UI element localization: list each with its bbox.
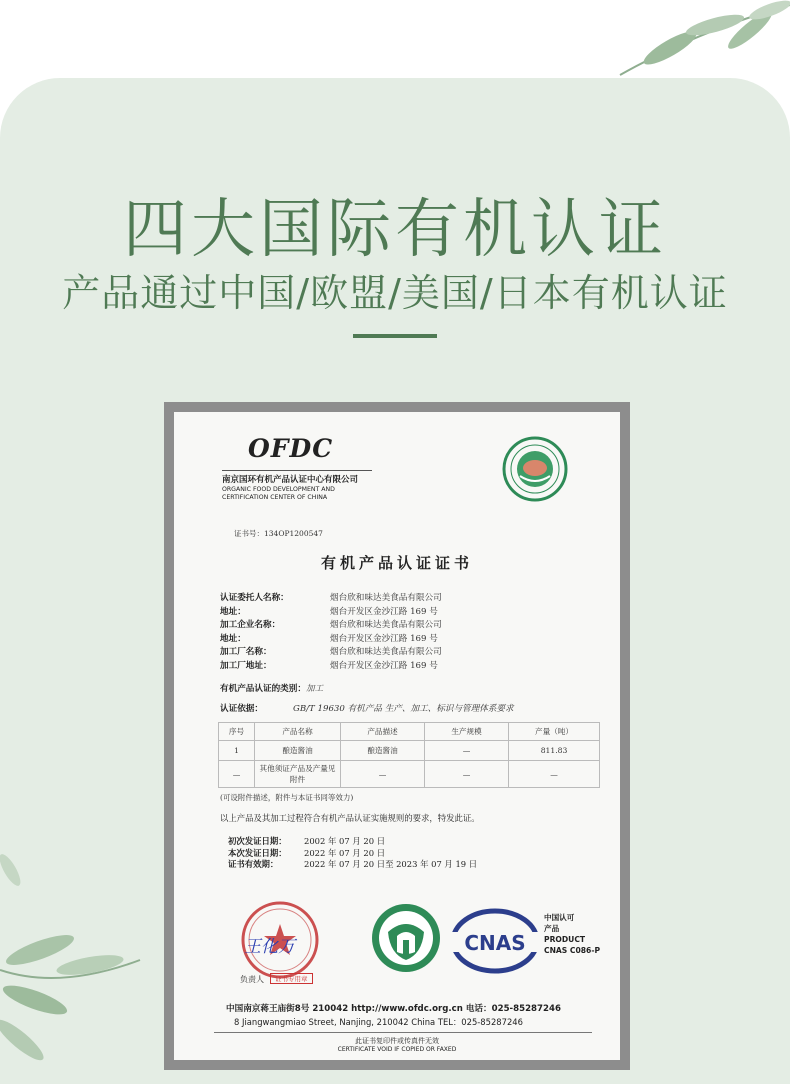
info-row (220, 592, 442, 606)
void-notice-en: CERTIFICATE VOID IF COPIED OR FAXED (337, 1046, 457, 1053)
table-row (219, 761, 600, 788)
info-key: 加工企业名称： (220, 620, 281, 631)
certificate-number: 证书号：134OP1200547 (234, 529, 323, 538)
page-subtitle: 产品通过中国/欧盟/美国/日本有机认证 (62, 271, 728, 315)
info-value: 烟台开发区金沙江路 169 号 (330, 633, 438, 644)
product-table (218, 722, 600, 788)
basis-line (220, 702, 514, 714)
date-value: 2022 年 07 月 20 日至 2023 年 07 月 19 日 (304, 859, 478, 869)
page-title: 四大国际有机认证 (123, 193, 667, 267)
info-value: 烟台欣和味达美食品有限公司 (330, 647, 442, 658)
void-notice-cn: 此证书复印件或传真件无效 (355, 1037, 439, 1045)
date-row (228, 836, 477, 848)
basis-label: 认证依据： (220, 704, 263, 714)
certification-statement: 以上产品及其加工过程符合有机产品认证实施规则的要求，特发此证。 (220, 813, 480, 823)
footer-address-cn: 中国南京蒋王庙街8号 210042 http://www.ofdc.org.cn 电话：025-85287246 (226, 1004, 561, 1014)
table-header: 生产规模 (425, 723, 509, 741)
info-value: 烟台开发区金沙江路 169 号 (330, 606, 438, 617)
info-value: 烟台欣和味达美食品有限公司 (330, 620, 442, 631)
info-key: 认证委托人名称： (220, 593, 289, 603)
footer-rule (214, 1032, 592, 1033)
date-key: 初次发证日期： (228, 836, 287, 846)
info-row (220, 660, 442, 674)
date-value: 2022 年 07 月 20 日 (304, 847, 386, 858)
info-row (220, 606, 442, 620)
info-key: 地址： (220, 633, 246, 644)
logo-rule (222, 470, 372, 471)
info-key: 加工厂地址： (220, 660, 272, 671)
table-cell: — (425, 741, 509, 761)
org-name-en-line1: ORGANIC FOOD DEVELOPMENT AND (222, 486, 335, 493)
table-header-row (219, 723, 600, 741)
info-row (220, 633, 442, 647)
basis-value: GB/T 19630 有机产品 生产、加工、标识与管理体系要求 (292, 704, 514, 714)
table-header: 产品名称 (255, 723, 341, 741)
table-cell: — (219, 761, 255, 788)
seal-label: 证书专用章 (270, 973, 313, 984)
certificate-title: 有机产品认证证书 (320, 554, 473, 572)
date-key: 本次发证日期： (228, 847, 287, 858)
cnas-line: CNAS C086-P (544, 946, 601, 955)
table-row (219, 741, 600, 761)
org-name-en (222, 486, 335, 502)
table-cell: 酿造酱油 (255, 741, 341, 761)
footer-address-en: 8 Jiangwangmiao Street, Nanjing, 210042 China TEL：025-85287246 (234, 1017, 523, 1027)
info-value: 烟台开发区金沙江路 169 号 (330, 660, 438, 671)
table-cell: — (425, 761, 509, 788)
cnas-line: 中国认可 (544, 913, 575, 922)
certificate-frame (164, 402, 630, 1070)
title-divider (353, 334, 437, 338)
table-header: 产量（吨） (509, 723, 600, 741)
info-key: 地址： (220, 606, 246, 617)
table-cell: 酿造酱油 (341, 741, 425, 761)
ofdc-logo-text: OFDC (248, 434, 334, 463)
info-row (220, 646, 442, 660)
date-key: 证书有效期： (228, 859, 279, 869)
category-value: 加工 (305, 684, 324, 694)
cnas-logo-text: CNAS (464, 931, 526, 955)
category-line (220, 682, 323, 694)
leaf-decoration-top-right (610, 0, 790, 80)
date-value: 2002 年 07 月 20 日 (304, 836, 386, 846)
info-row (220, 619, 442, 633)
attachment-note: (可设附件描述，附件与本证书同等效力) (220, 793, 354, 802)
org-name-cn: 南京国环有机产品认证中心有限公司 (222, 475, 359, 485)
table-cell: — (509, 761, 600, 788)
info-block (220, 592, 442, 674)
responsible-label: 负责人 (240, 975, 264, 984)
cnas-logo-icon (450, 908, 540, 978)
info-key: 加工厂名称： (220, 647, 272, 658)
table-cell: 其他须证产品及产量见附件 (255, 761, 341, 788)
table-cell: 811.83 (509, 741, 600, 761)
leaf-decoration-bottom-left (0, 850, 150, 1084)
signature: 王化万 (244, 937, 295, 957)
table-cell: 1 (219, 741, 255, 761)
info-value: 烟台欣和味达美食品有限公司 (330, 593, 442, 603)
date-row (228, 848, 477, 860)
table-cell: — (341, 761, 425, 788)
certificate (174, 412, 620, 1060)
green-food-logo-icon (370, 902, 442, 978)
cnas-accreditation-text (544, 912, 600, 956)
cnas-line: 产品 (544, 924, 560, 933)
org-name-en-line2: CERTIFICATION CENTER OF CHINA (222, 494, 328, 501)
table-header: 序号 (219, 723, 255, 741)
dates-block (228, 836, 477, 871)
date-row (228, 859, 477, 871)
china-organic-logo-icon (502, 436, 568, 506)
table-header: 产品描述 (341, 723, 425, 741)
cnas-line: PRODUCT (544, 935, 586, 944)
category-label: 有机产品认证的类别： (220, 684, 306, 694)
